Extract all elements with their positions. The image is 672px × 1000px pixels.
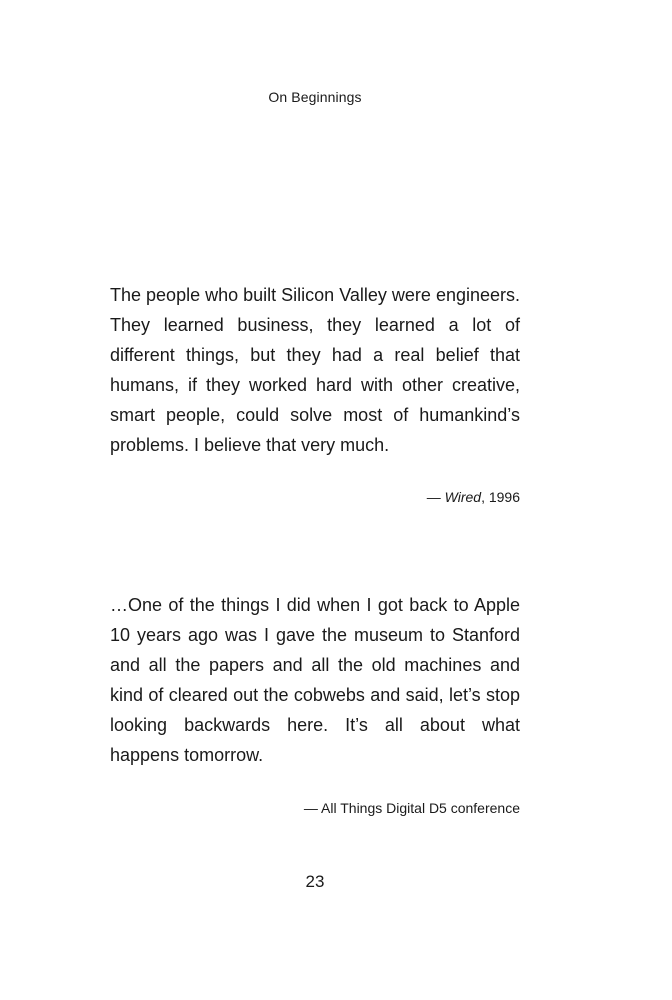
attribution-source-title: Wired [444,489,482,505]
attribution-all-things-digital: — All Things Digital D5 conference [303,800,520,816]
quote-wired-1996: The people who built Silicon Valley were engineers. They learned business, they learned a lot of different things, but they had a real belief that humans, if they worked hard with other creative, smart people, could solve most of humankind’s problems. I believe that very much. [110,285,520,455]
running-head-title: On Beginnings [268,89,362,105]
attribution-year: , 1996 [481,489,520,505]
attribution-wired [110,489,520,505]
attribution-dash: — [426,489,445,505]
page-number: 23 [305,872,325,891]
quote-all-things-digital: …One of the things I did when I got back to Apple 10 years ago was I gave the museum to Stanford and all the papers and all the old machines and kind of cleared out the cobwebs and said, let’s stop looking backwards here. It’s all about what happens tomorrow. [110,595,520,765]
